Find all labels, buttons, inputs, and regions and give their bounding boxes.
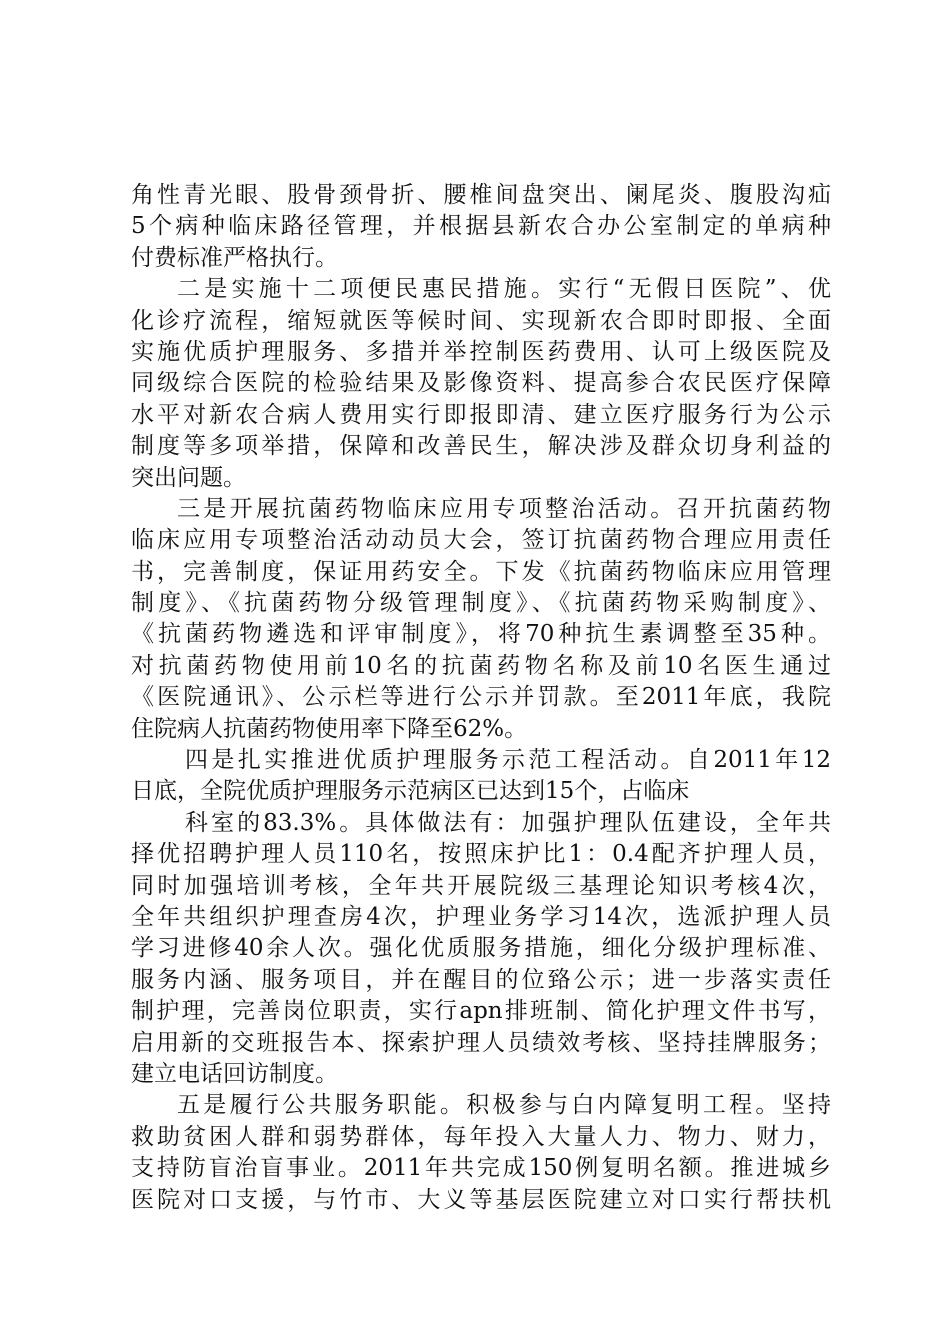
text-line: 服务内涵、服务项目，并在醒目的位臵公示；进一步落实责任 [131, 966, 831, 993]
document-body [131, 180, 831, 1216]
text-line: 救助贫困人群和弱势群体，每年投入大量人力、物力、财力， [131, 1123, 831, 1150]
text-line: 学习进修40余人次。强化优质服务措施，细化分级护理标准、 [131, 935, 831, 962]
text-line: 《医院通讯》、公示栏等进行公示并罚款。至2011年底，我院 [131, 684, 831, 711]
text-line: 付费标准严格执行。 [131, 244, 338, 271]
text-line: 择优招聘护理人员110名，按照床护比1：0.4配齐护理人员， [131, 841, 831, 868]
text-line: 医院对口支援，与竹市、大义等基层医院建立对口实行帮扶机 [131, 1186, 831, 1213]
text-line: 制度》、《抗菌药物分级管理制度》、《抗菌药物采购制度》、 [131, 590, 831, 617]
text-line: 日底，全院优质护理服务示范病区已达到15个，占临床 [131, 778, 690, 805]
text-line: 全年共组织护理查房4次，护理业务学习14次，选派护理人员 [131, 903, 831, 930]
text-line: 突出问题。 [131, 464, 246, 491]
text-line: 水平对新农合病人费用实行即报即清、建立医疗服务行为公示 [131, 401, 831, 428]
text-line: 制度等多项举措，保障和改善民生，解决涉及群众切身利益的 [131, 433, 831, 460]
text-line: 同级综合医院的检验结果及影像资料、提高参合农民医疗保障 [131, 370, 831, 397]
text-line: 临床应用专项整治活动动员大会，签订抗菌药物合理应用责任 [131, 527, 831, 554]
text-line: 实施优质护理服务、多措并举控制医药费用、认可上级医院及 [131, 338, 831, 365]
text-line: 住院病人抗菌药物使用率下降至62%。 [131, 715, 528, 742]
text-line: 四是扎实推进优质护理服务示范工程活动。自2011年12 [185, 747, 831, 774]
text-line: 化诊疗流程，缩短就医等候时间、实现新农合即时即报、全面 [131, 307, 831, 334]
text-line: 二是实施十二项便民惠民措施。实行“无假日医院”、优 [177, 276, 831, 303]
text-line: 科室的83.3%。具体做法有：加强护理队伍建设，全年共 [185, 809, 831, 836]
text-line: 5个病种临床路径管理，并根据县新农合办公室制定的单病种 [131, 213, 831, 240]
text-line: 对抗菌药物使用前10名的抗菌药物名称及前10名医生通过 [131, 652, 831, 679]
text-line: 支持防盲治盲事业。2011年共完成150例复明名额。推进城乡 [131, 1155, 831, 1182]
text-line: 《抗菌药物遴选和评审制度》，将70种抗生素调整至35种。 [131, 621, 831, 648]
text-line: 启用新的交班报告本、探索护理人员绩效考核、坚持挂牌服务； [131, 1029, 831, 1056]
text-line: 书，完善制度，保证用药安全。下发《抗菌药物临床应用管理 [131, 558, 831, 585]
text-line: 建立电话回访制度。 [131, 1060, 338, 1087]
text-line: 制护理，完善岗位职责，实行apn排班制、简化护理文件书写， [131, 998, 831, 1025]
text-line: 三是开展抗菌药物临床应用专项整治活动。召开抗菌药物 [177, 495, 831, 522]
text-line: 同时加强培训考核，全年共开展院级三基理论知识考核4次， [131, 872, 831, 899]
text-line: 角性青光眼、股骨颈骨折、腰椎间盘突出、阑尾炎、腹股沟疝 [131, 182, 831, 208]
text-line: 五是履行公共服务职能。积极参与白内障复明工程。坚持 [177, 1092, 831, 1119]
